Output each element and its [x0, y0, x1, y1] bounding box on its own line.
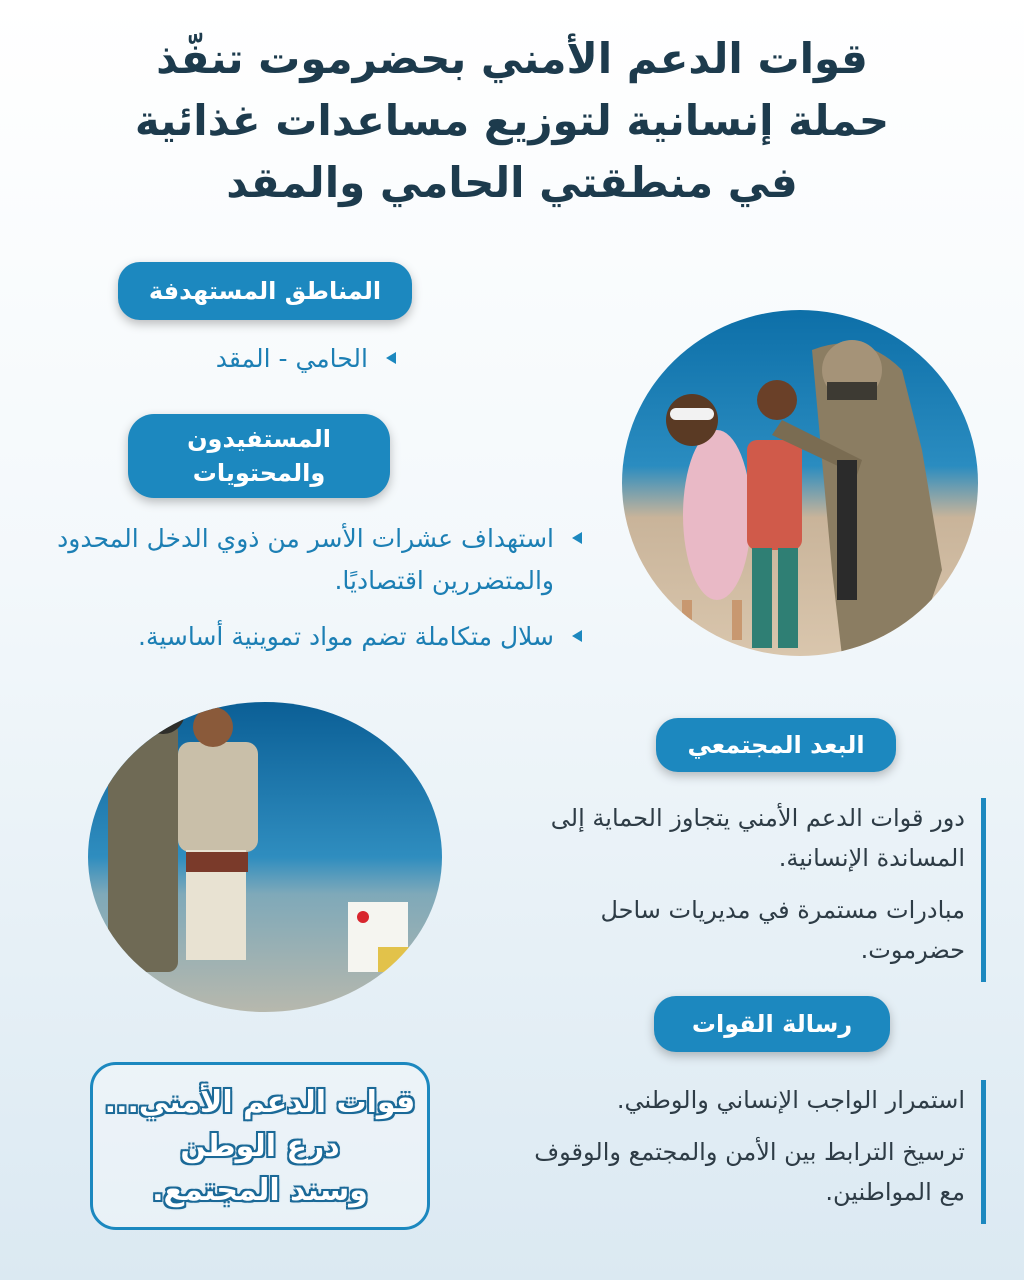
- page-title: [60, 28, 964, 214]
- beneficiaries-item-1: استهداف عشرات الأسر من ذوي الدخل المحدود والمتضررين اقتصاديًا.: [57, 524, 554, 595]
- community-item-1: دور قوات الدعم الأمني يتجاوز الحماية إلى المساندة الإنسانية.: [550, 804, 965, 872]
- photo-soldier-man: [88, 702, 442, 1012]
- beneficiaries-heading-line-1: المستفيدون: [187, 425, 331, 453]
- beneficiaries-heading-line-2: والمحتويات: [192, 459, 326, 487]
- forces-message-item-1: استمرار الواجب الإنساني والوطني.: [616, 1086, 965, 1114]
- targeted-areas-list: [82, 338, 402, 394]
- beneficiaries-item-2: سلال متكاملة تضم مواد تموينية أساسية.: [138, 622, 554, 651]
- community-list: [493, 798, 986, 982]
- list-item: [82, 338, 402, 380]
- title-line-1: قوات الدعم الأمني بحضرموت تنفّذ: [156, 34, 868, 83]
- targeted-area-text: الحامي - المقد: [215, 344, 368, 373]
- slogan-box: [90, 1062, 430, 1230]
- forces-message-list: [525, 1080, 986, 1224]
- triangle-bullet-icon: [386, 352, 396, 364]
- community-item-2: مبادرات مستمرة في مديريات ساحل حضرموت.: [600, 896, 965, 964]
- list-item: [22, 518, 588, 602]
- forces-message-heading: رسالة القوات: [654, 996, 890, 1052]
- slogan-line-1: قوات الدعم الأمني...: [104, 1085, 416, 1120]
- triangle-bullet-icon: [572, 532, 582, 544]
- list-item: [22, 616, 588, 658]
- title-line-2: حملة إنسانية لتوزيع مساعدات غذائية: [134, 96, 890, 145]
- photo-soldier-children-illustration: [622, 310, 978, 656]
- title-line-3: في منطقتي الحامي والمقد: [226, 158, 798, 207]
- photo-soldier-children: [622, 310, 978, 656]
- triangle-bullet-icon: [572, 630, 582, 642]
- photo-soldier-man-illustration: [88, 702, 442, 1012]
- community-heading: البعد المجتمعي: [656, 718, 896, 772]
- beneficiaries-heading: [128, 414, 390, 498]
- beneficiaries-list: [22, 518, 588, 672]
- targeted-areas-heading: المناطق المستهدفة: [118, 262, 412, 320]
- forces-message-item-2: ترسيخ الترابط بين الأمن والمجتمع والوقوف مع المواطنين.: [534, 1138, 965, 1206]
- slogan-line-2: درع الوطن: [180, 1129, 340, 1164]
- slogan-line-3: وسند المجتمع.: [152, 1173, 368, 1208]
